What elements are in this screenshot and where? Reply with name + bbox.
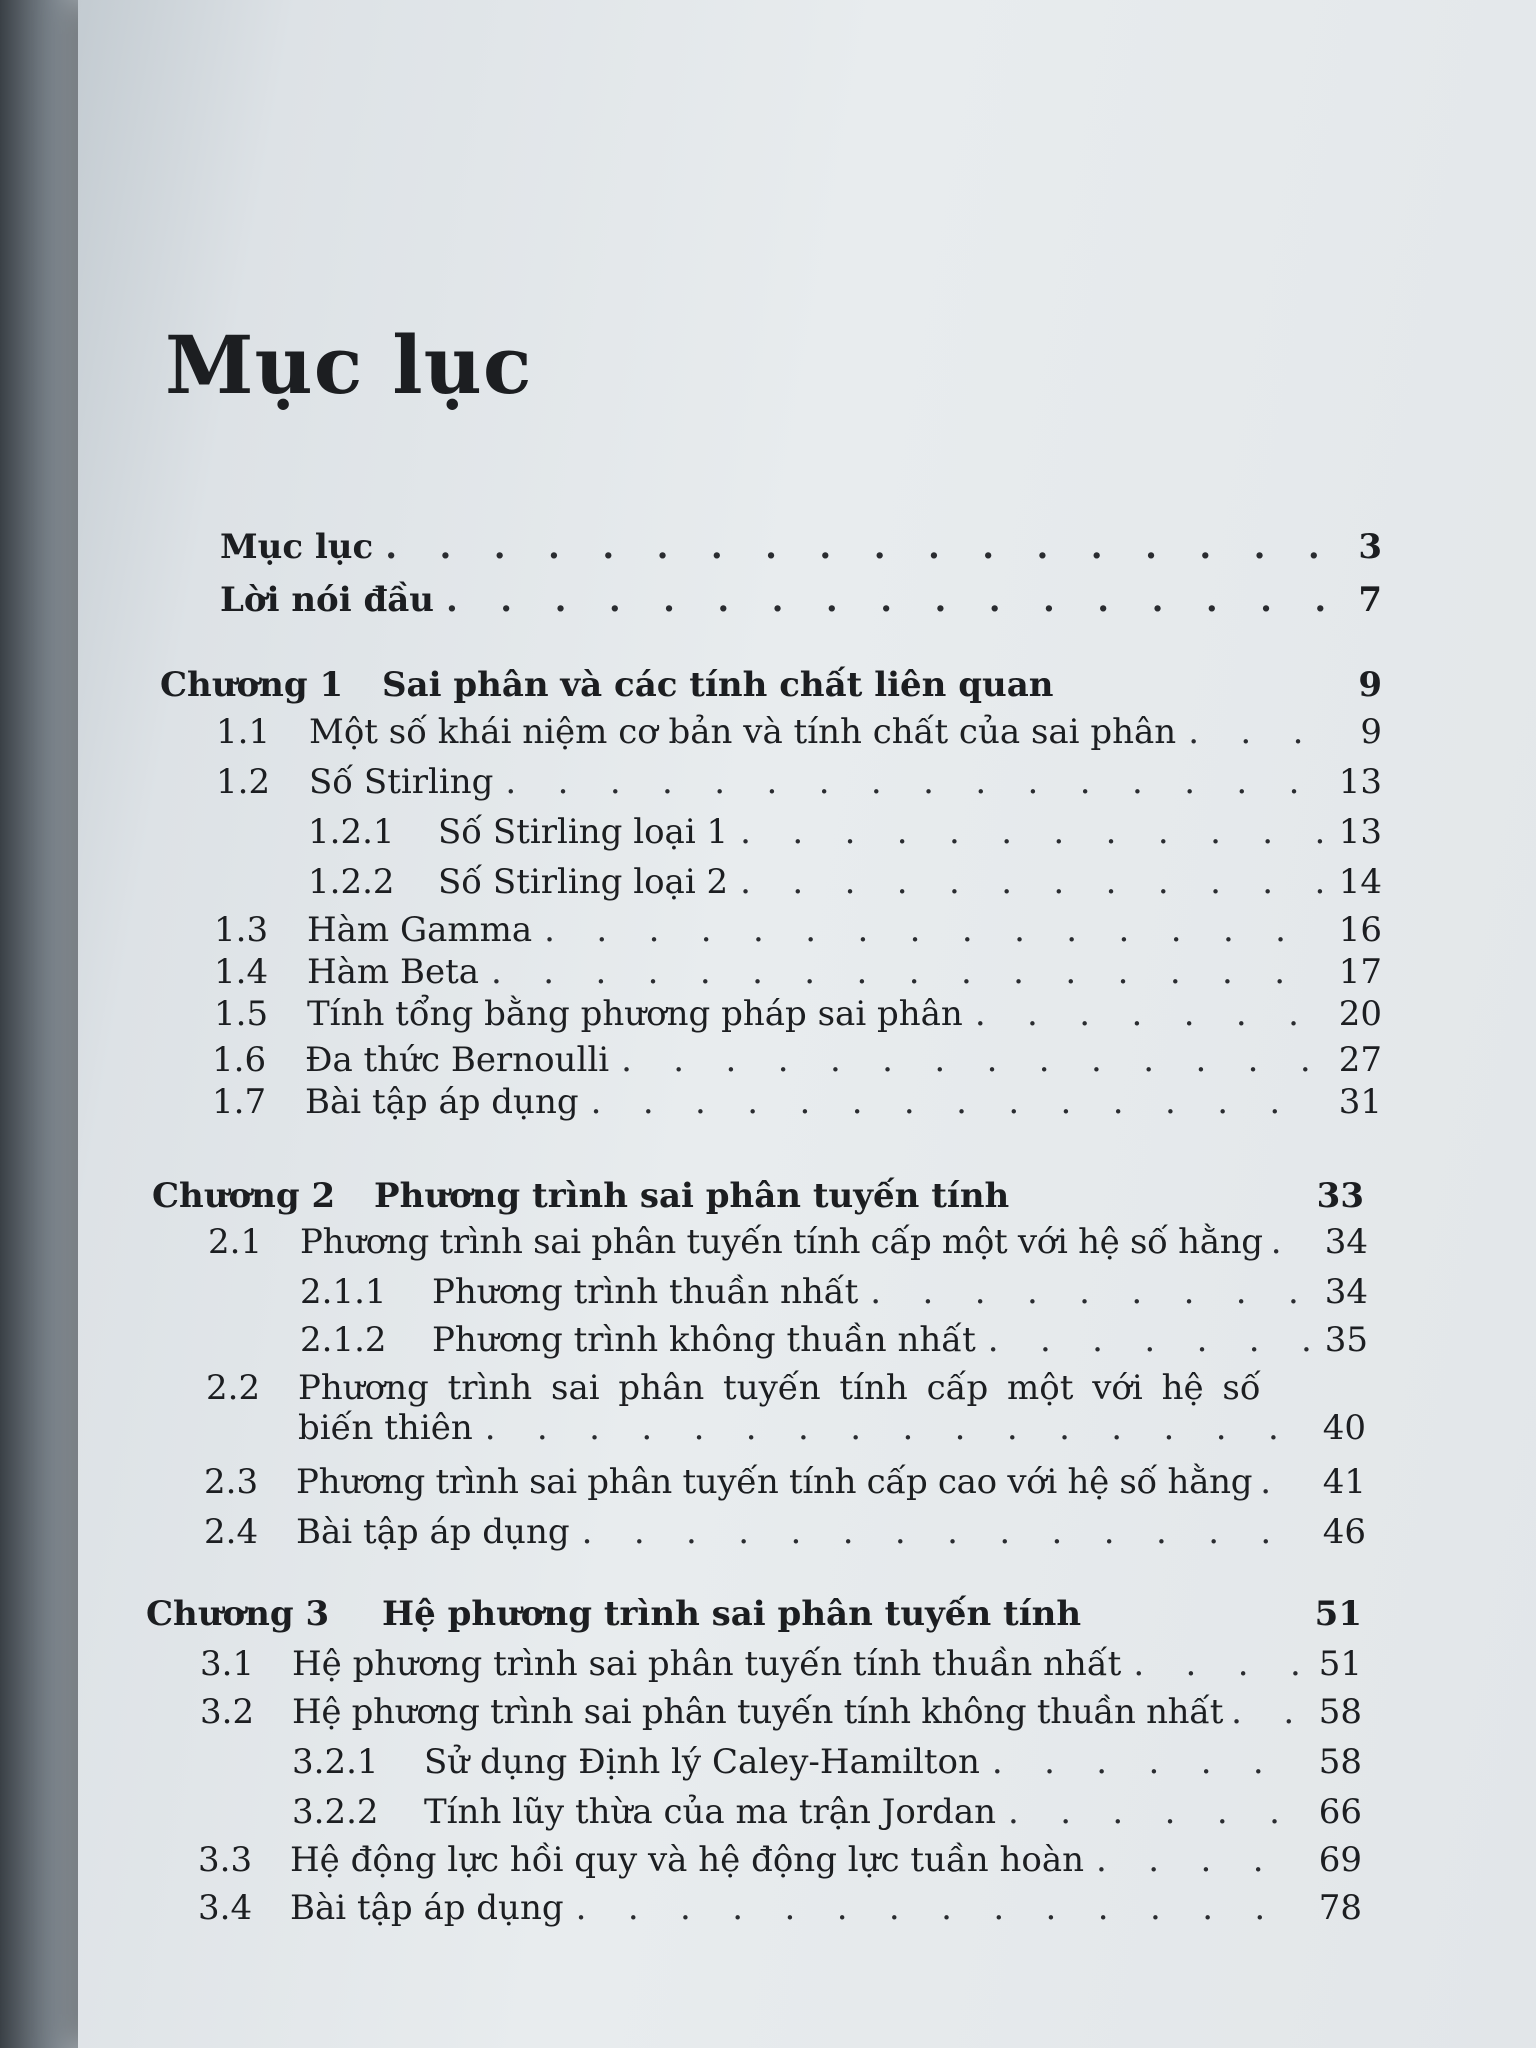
toc-page-number: 69 (1318, 1840, 1362, 1880)
section-number: 1.3 (214, 910, 269, 950)
section-number: 3.3 (198, 1840, 253, 1880)
toc-page-number: 51 (1318, 1644, 1362, 1684)
section-number: 2.4 (204, 1512, 259, 1552)
section-number: 2.3 (204, 1462, 259, 1502)
toc-page-number: 27 (1338, 1040, 1382, 1080)
leader-dots (385, 527, 1324, 567)
section-title: Số Stirling loại 2 (438, 862, 729, 902)
leader-dots (988, 1320, 1310, 1360)
section-number: 3.4 (198, 1888, 253, 1928)
toc-entry (308, 862, 1382, 902)
section-number: 1.2 (216, 762, 271, 802)
toc-entry-title: Mục lục (220, 527, 374, 567)
toc-page-number: 14 (1338, 862, 1382, 902)
section-title: Tính lũy thừa của ma trận Jordan (424, 1792, 996, 1832)
toc-entry (214, 994, 1382, 1034)
section-title: Phương trình sai phân tuyến tính cấp cao với hệ số hằng (296, 1462, 1253, 1502)
leader-dots (446, 580, 1324, 620)
toc-entry (216, 762, 1382, 802)
toc-page-number: 41 (1322, 1462, 1366, 1502)
section-title: Bài tập áp dụng (290, 1888, 564, 1928)
toc-entry (292, 1792, 1362, 1832)
section-title: Hàm Gamma (307, 910, 533, 950)
section-number: 1.4 (214, 952, 269, 992)
toc-page-number: 3 (1358, 527, 1382, 567)
toc-entry (204, 1512, 1366, 1552)
toc-page-number: 78 (1318, 1888, 1362, 1928)
leader-dots (505, 762, 1324, 802)
section-title: Tính tổng bằng phương pháp sai phân (307, 994, 963, 1034)
section-number: 1.2.2 (308, 862, 395, 902)
toc-entry (300, 1320, 1368, 1360)
section-number: 2.1 (208, 1222, 263, 1262)
leader-dots (870, 1272, 1310, 1312)
chapter-label: Chương 3 (146, 1594, 330, 1634)
leader-dots (491, 952, 1324, 992)
chapter-label: Chương 1 (160, 665, 344, 705)
section-title: Số Stirling loại 1 (438, 812, 729, 852)
toc-page-number: 35 (1324, 1320, 1368, 1360)
section-title-block (298, 1368, 1318, 1448)
chapter-heading-3 (146, 1594, 1362, 1634)
section-title: Hệ động lực hồi quy và hệ động lực tuần hoàn (290, 1840, 1085, 1880)
section-title: Bài tập áp dụng (305, 1082, 579, 1122)
chapter-heading-1 (160, 665, 1382, 705)
chapter-title: Sai phân và các tính chất liên quan (382, 665, 1054, 705)
chapter-label: Chương 2 (152, 1176, 336, 1216)
section-number: 3.2.2 (292, 1792, 379, 1832)
toc-entry (204, 1462, 1366, 1502)
chapter-heading-2 (152, 1176, 1364, 1216)
leader-dots (576, 1888, 1304, 1928)
page-title: Mục lục (165, 318, 533, 412)
leader-dots (1188, 712, 1324, 752)
section-number: 1.2.1 (308, 812, 395, 852)
toc-entry (214, 910, 1382, 950)
section-number: 3.2 (200, 1692, 255, 1732)
toc-page-number: 34 (1324, 1222, 1368, 1262)
toc-entry (214, 952, 1382, 992)
toc-entry-loi-noi-dau (220, 580, 1382, 620)
section-number: 1.1 (216, 712, 271, 752)
section-number: 2.2 (206, 1368, 261, 1408)
leader-dots (1231, 1692, 1306, 1732)
toc-entry (212, 1040, 1382, 1080)
toc-page-number: 17 (1338, 952, 1382, 992)
toc-entry (198, 1840, 1362, 1880)
section-number: 1.7 (212, 1082, 267, 1122)
toc-entry-title: Lời nói đầu (220, 580, 435, 620)
toc-page-number: 66 (1318, 1792, 1362, 1832)
section-title: Phương trình sai phân tuyến tính cấp một với hệ số hằng (300, 1222, 1263, 1262)
toc-page-number: 31 (1338, 1082, 1382, 1122)
toc-page-number: 7 (1358, 580, 1382, 620)
leader-dots (544, 910, 1324, 950)
toc-page-number: 16 (1338, 910, 1382, 950)
toc-entry (198, 1888, 1362, 1928)
toc-entry (292, 1742, 1362, 1782)
toc-entry-muc-luc (220, 527, 1382, 567)
leader-dots (582, 1512, 1308, 1552)
section-title: Phương trình không thuần nhất (432, 1320, 976, 1360)
section-title: Hàm Beta (307, 952, 480, 992)
leader-dots (1271, 1222, 1312, 1262)
leader-dots (621, 1040, 1324, 1080)
toc-page-number: 9 (1358, 665, 1382, 705)
toc-page-number: 9 (1360, 712, 1382, 752)
toc-entry (300, 1272, 1368, 1312)
toc-page-number: 58 (1318, 1742, 1362, 1782)
toc-page-number: 51 (1314, 1594, 1362, 1634)
toc-entry (216, 712, 1382, 752)
toc-page-number: 33 (1316, 1176, 1364, 1216)
toc-entry (308, 812, 1382, 852)
section-title: Phương trình thuần nhất (432, 1272, 859, 1312)
toc-page-number: 40 (1322, 1408, 1366, 1448)
leader-dots (975, 994, 1324, 1034)
section-number: 2.1.1 (300, 1272, 387, 1312)
section-title-continued-line (298, 1408, 1318, 1448)
section-number: 1.5 (214, 994, 269, 1034)
leader-dots (1260, 1462, 1310, 1502)
toc-page-number: 13 (1338, 762, 1382, 802)
toc-page-number: 34 (1324, 1272, 1368, 1312)
section-number: 1.6 (212, 1040, 267, 1080)
section-number: 2.1.2 (300, 1320, 387, 1360)
chapter-title: Hệ phương trình sai phân tuyến tính (382, 1594, 1082, 1634)
section-title: Phương trình sai phân tuyến tính cấp một với hệ số (298, 1368, 1261, 1408)
toc-page-number: 13 (1338, 812, 1382, 852)
chapter-title: Phương trình sai phân tuyến tính (374, 1176, 1010, 1216)
toc-page-number: 20 (1338, 994, 1382, 1034)
section-title: Hệ phương trình sai phân tuyến tính thuần nhất (292, 1644, 1122, 1684)
section-title: Bài tập áp dụng (296, 1512, 570, 1552)
toc-entry (208, 1222, 1368, 1262)
toc-entry (200, 1692, 1362, 1732)
leader-dots (740, 862, 1324, 902)
section-number: 3.1 (200, 1644, 255, 1684)
leader-dots (740, 812, 1324, 852)
section-title: Hệ phương trình sai phân tuyến tính không thuần nhất (292, 1692, 1224, 1732)
toc-entry-wrapped (206, 1368, 1366, 1448)
section-title: Sử dụng Định lý Caley-Hamilton (424, 1742, 980, 1782)
leader-dots (1096, 1840, 1304, 1880)
leader-dots (1008, 1792, 1304, 1832)
leader-dots (591, 1082, 1324, 1122)
section-title: Số Stirling (309, 762, 494, 802)
toc-entry (200, 1644, 1362, 1684)
leader-dots (992, 1742, 1304, 1782)
section-title: Đa thức Bernoulli (305, 1040, 610, 1080)
section-title: Một số khái niệm cơ bản và tính chất của sai phân (309, 712, 1177, 752)
section-number: 3.2.1 (292, 1742, 379, 1782)
toc-entry (212, 1082, 1382, 1122)
toc-page-number: 58 (1318, 1692, 1362, 1732)
leader-dots (485, 1408, 1308, 1448)
section-title-continued: biến thiên (298, 1408, 473, 1448)
toc-page-number: 46 (1322, 1512, 1366, 1552)
leader-dots (1133, 1644, 1304, 1684)
